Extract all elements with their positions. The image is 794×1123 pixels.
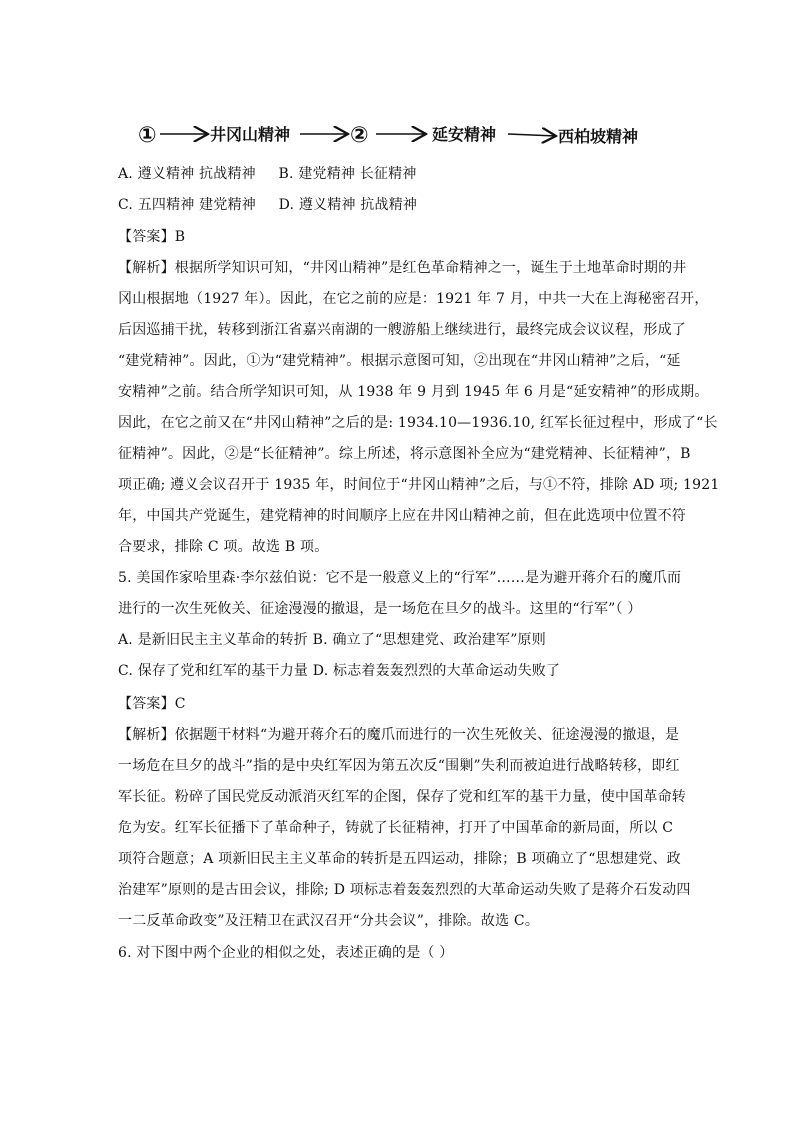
q5-options-row-2: C. 保存了党和红军的基干力量 D. 标志着轰轰烈烈的大革命运动失败了 (118, 663, 561, 679)
flow-item-2: 井冈山精神 (210, 125, 291, 144)
q5-answer: 【答案】C (118, 696, 186, 712)
q4-analysis-line: 项正确; 遵义会议召开于 1935 年，时间位于“井冈山精神”之后，与①不符，排除 AD 项; 1921 (118, 477, 720, 493)
q4-analysis-line: 因此，在它之前又在“井冈山精神”之后的是: 1934.10—1936.10, 红军长征过程中，形成了“长 (118, 415, 718, 431)
q5-analysis-line: 一二反革命政变”及汪精卫在武汉召开“分共会议”，排除。故选 C。 (118, 913, 540, 929)
q4-analysis-line: 后因巡捕干扰，转移到浙江省嘉兴南湖的一艘游船上继续进行，最终完成会议议程，形成了 (118, 322, 686, 338)
flow-item-4: 延安精神 (432, 125, 497, 144)
q5-analysis-line: 【解析】依据题干材料“为避开蒋介石的魔爪而进行的一次生死攸关、征途漫漫的撤退，是 (118, 727, 680, 743)
q4-analysis-line: 征精神”。因此，②是“长征精神”。综上所述，将示意图补全应为“建党精神、长征精神”，B (118, 446, 691, 462)
q4-analysis-line: “建党精神”。因此，①为“建党精神”。根据示意图可知，②出现在“井冈山精神”之后，“延 (118, 353, 681, 369)
q4-analysis-line: 冈山根据地（1927 年）。因此，在它之前的应是：1921 年 7 月，中共一大在上海秘密召开， (118, 291, 709, 307)
flow-item-5: 西柏坡精神 (558, 127, 639, 146)
q4-options-row-1 (118, 164, 678, 184)
q4-analysis-line: 【解析】根据所学知识可知，“井冈山精神”是红色革命精神之一，诞生于土地革命时期的井 (118, 260, 687, 276)
q6-stem: 6. 对下图中两个企业的相似之处，表述正确的是（ ） (118, 945, 454, 961)
flow-item-3: ② (350, 123, 369, 148)
q5-stem-line: 5. 美国作家哈里森·李尔兹伯说：它不是一般意义上的“行军”……是为避开蒋介石的魔爪而 (118, 570, 682, 586)
flow-arrow-4 (508, 134, 556, 136)
q5-analysis-line: 军长征。粉碎了国民党反动派消灭红军的企图，保存了党和红军的基干力量，使中国革命转 (118, 789, 686, 805)
spirit-flow-diagram (138, 118, 678, 154)
q4-option-a: A. 遵义精神 抗战精神 (118, 166, 256, 182)
q5-stem-line: 进行的一次生死攸关、征途漫漫的撤退，是一场危在旦夕的战斗。这里的“行军”（ ） (118, 601, 642, 617)
q5-analysis-line: 一场危在旦夕的战斗”指的是中央红军因为第五次反“围剿”失利而被迫进行战略转移，即红 (118, 758, 680, 774)
flow-svg (138, 118, 678, 154)
q5-analysis-line: 治建军”原则的是古田会议，排除; D 项标志着轰轰烈烈的大革命运动失败了是蒋介石发动四 (118, 882, 691, 898)
flow-item-1: ① (138, 123, 157, 148)
q5-analysis-line: 项符合题意；A 项新旧民主主义革命的转折是五四运动，排除；B 项确立了“思想建党、政 (118, 851, 681, 867)
q4-option-d: D. 遵义精神 抗战精神 (278, 197, 418, 213)
q4-option-c: C. 五四精神 建党精神 (118, 197, 256, 213)
q4-analysis-line: 安精神”之前。结合所学知识可知，从 1938 年 9 月到 1945 年 6 月是“延安精神”的形成期。 (118, 384, 709, 400)
q4-answer: 【答案】B (118, 229, 186, 245)
q4-analysis-line: 年，中国共产党诞生，建党精神的时间顺序上应在井冈山精神之前，但在此选项中位置不符 (118, 508, 686, 524)
q4-option-b: B. 建党精神 长征精神 (278, 166, 417, 182)
q5-analysis-line: 危为安。红军长征播下了革命种子，铸就了长征精神，打开了中国革命的新局面，所以 C (118, 820, 674, 836)
q4-analysis-line: 合要求，排除 C 项。故选 B 项。 (118, 539, 329, 555)
q5-options-row-1: A. 是新旧民主主义革命的转折 B. 确立了“思想建党、政治建军”原则 (118, 632, 546, 648)
q4-options-row-2 (118, 195, 678, 215)
